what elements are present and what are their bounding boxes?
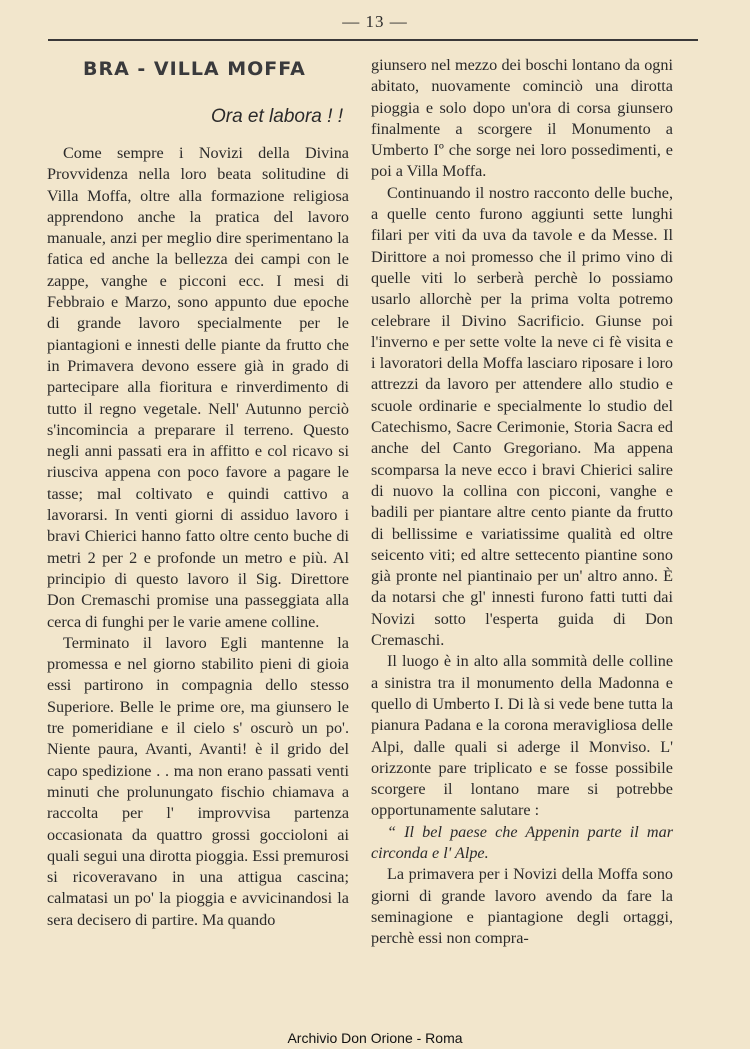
poetic-quote: “ Il bel paese che Appenin parte il mar circonda e l' Alpe. [371,822,673,862]
paragraph: Continuando il nostro racconto delle buche, a quelle cento furono aggiunti sette lunghi filari per viti da uva da tavole e da Messe. Il Dirittore a noi promesso che il primo vino di quelle viti lo serberà perchè lo possiamo usarlo allorchè per la prima volta potremo celebrare il Divino Sacrificio. Giunse poi l'inverno e per sette volte la neve ci fè visita e i lavoratori della Moffa lasciaro riposare i loro attrezzi da lavoro per attendere allo studio e scuole ordinarie e specialmente lo studio del Catechismo, Sacre Cerimonie, Storia Sacra ed anche del Canto Gregoriano. Ma appena scomparsa la neve ecco i bravi Chierici salire di nuovo la collina con picconi, vanghe e badili per piantare altre cento piante da frutto di bellissime e variatissime qualità ed oltre seicento viti; ed altre settecento piantine sono già pronte nel piantinaio per un' altro anno. È da notarsi che gl' innesti furono fatti tutti dai Novizi sotto l'esperta guida di Don Cremaschi. [371,183,673,650]
left-column [47,55,349,931]
article-subtitle: Ora et labora ! ! [210,106,343,127]
article-title: BRA - VILLA MOFFA [83,58,306,80]
page-number: — 13 — [342,12,408,31]
paragraph: Il luogo è in alto alla sommità delle colline a sinistra tra il monumento della Madonna e quello di Umberto I. Di là si vede bene tutta la pianura Padana e la corona meravigliosa delle Alpi, dalle quali si aderge il Monviso. L' orizzonte pare triplicato e se fosse possibile scorgere il lontano mare si potrebbe opportunamente salutare : [371,652,673,820]
right-column [371,55,673,949]
paragraph-continuation: giunsero nel mezzo dei boschi lontano da ogni abitato, nuovamente cominciò una dirotta pioggia e solo dopo un'ora di corsa giunsero finalmente a scorgere il Monumento a Umberto Iº che sorge nei loro possedimenti, e poi a Villa Moffa. [371,56,673,181]
paragraph: La primavera per i Novizi della Moffa sono giorni di grande lavoro avendo da fare la seminagione e piantagione degli ortaggi, perchè essi non compra- [371,865,673,948]
header-divider [48,39,698,41]
paragraph: Terminato il lavoro Egli mantenne la promessa e nel giorno stabilito pieni di gioia essi partirono in compagnia dello stesso Superiore. Belle le prime ore, ma giunsero le tre pomeridiane e il cielo s' oscurò un po'. Niente paura, Avanti, Avanti! è il grido del capo spedizione . . ma non erano passati venti minuti che prolunungato fischio chiamava a raccolta per l' improvvisa partenza occasionata da quattro grossi goccioloni ai quali segui una dirotta pioggia. Essi premurosi si ricoveravano in una attigua cascina; calmatasi un po' la pioggia e avvicinandosi la sera decisero di partire. Ma quando [47,633,349,929]
paragraph: Come sempre i Novizi della Divina Provvidenza nella loro beata solitudine di Villa Moffa, oltre alla formazione religiosa apprendono anche la pratica del lavoro manuale, anzi per meglio dire sperimentano la fatica ed anche la bellezza dei campi con le zappe, vanghe e picconi ecc. I mesi di Febbraio e Marzo, sono appunto due epoche di grande lavoro specialmente per le piantagioni e innesti delle piante da frutto che in Primavera devono essere già in grado di partecipare alla fioritura e rinverdimento di tutto il regno vegetale. Nell' Autunno perciò s'incomincia a preparare il terreno. Questo negli anni passati era in affitto e col ricavo si riusciva appena con poco favore a pagare le tasse; mal coltivato e quindi cattivo a lavorarsi. In venti giorni di assiduo lavoro i bravi Chierici hanno fatto oltre cento buche di metri 2 per 2 e profonde un metro e più. Al principio di questo lavoro il Sig. Direttore Don Cremaschi promise una passeggiata alla cerca di funghi per le varie amene colline. [47,144,349,631]
archive-footer: Archivio Don Orione - Roma [287,1030,463,1046]
